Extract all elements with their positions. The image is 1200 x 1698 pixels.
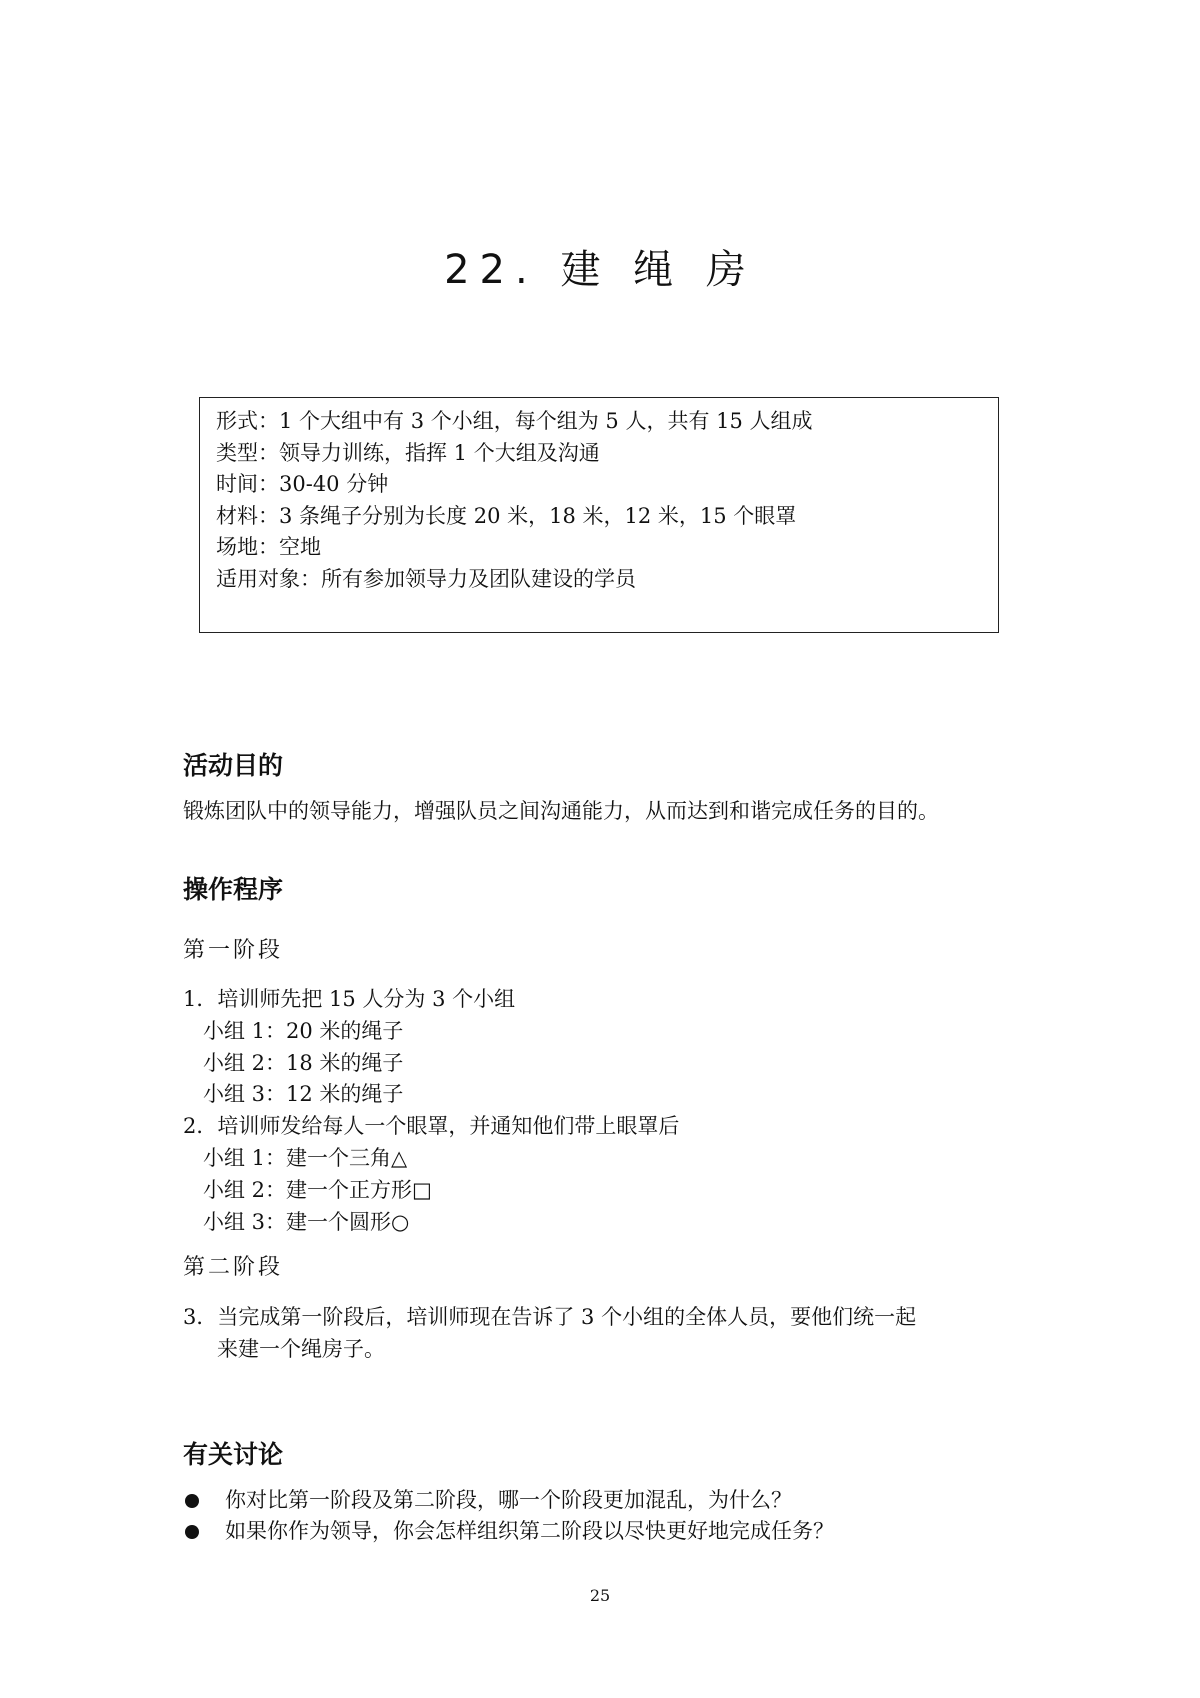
stage1-label: 第一阶段 (183, 938, 284, 963)
step-2-group-1: 小组 1：建一个三角△ (203, 1145, 408, 1170)
purpose-text: 锻炼团队中的领导能力，增强队员之间沟通能力，从而达到和谐完成任务的目的。 (183, 799, 939, 823)
info-time: 时间：30-40 分钟 (216, 472, 389, 496)
procedure-heading: 操作程序 (183, 875, 284, 904)
list-item (183, 1485, 834, 1516)
step-2-group-3: 小组 3：建一个圆形○ (203, 1209, 410, 1234)
step-2: 2．培训师发给每人一个眼罩，并通知他们带上眼罩后 (183, 1114, 680, 1139)
step-1: 1．培训师先把 15 人分为 3 个小组 (183, 987, 516, 1011)
step-1-group-1: 小组 1：20 米的绳子 (203, 1018, 404, 1043)
stage2-steps (183, 1302, 916, 1366)
discussion-heading: 有关讨论 (183, 1440, 284, 1469)
list-item (183, 1516, 834, 1547)
step-1-group-3: 小组 3：12 米的绳子 (203, 1082, 404, 1107)
stage2-label: 第二阶段 (183, 1255, 284, 1280)
step-1-group-2: 小组 2：18 米的绳子 (203, 1050, 404, 1075)
info-format: 形式：1 个大组中有 3 个小组，每个组为 5 人，共有 15 人组成 (216, 409, 813, 433)
info-venue: 场地：空地 (216, 535, 321, 559)
step-2-group-2: 小组 2：建一个正方形□ (203, 1177, 432, 1202)
activity-info-box (199, 397, 999, 633)
stage1-steps (183, 984, 679, 1238)
step-3-continuation: 来建一个绳房子。 (217, 1336, 385, 1361)
bullet-icon (185, 1525, 199, 1539)
step-3: 3．当完成第一阶段后，培训师现在告诉了 3 个小组的全体人员，要他们统一起 (183, 1305, 917, 1329)
info-materials: 材料：3 条绳子分别为长度 20 米，18 米，12 米，15 个眼罩 (216, 503, 797, 528)
discussion-question-1: 你对比第一阶段及第二阶段，哪一个阶段更加混乱，为什么？ (225, 1488, 792, 1512)
page-number: 25 (589, 1586, 611, 1605)
discussion-list (183, 1485, 834, 1547)
info-type: 类型：领导力训练，指挥 1 个大组及沟通 (216, 440, 600, 465)
discussion-question-2: 如果你作为领导，你会怎样组织第二阶段以尽快更好地完成任务？ (225, 1519, 834, 1543)
purpose-heading: 活动目的 (183, 751, 284, 780)
bullet-icon (185, 1494, 199, 1508)
info-audience: 适用对象：所有参加领导力及团队建设的学员 (216, 566, 636, 591)
page-title: 22. 建 绳 房 (444, 247, 756, 293)
